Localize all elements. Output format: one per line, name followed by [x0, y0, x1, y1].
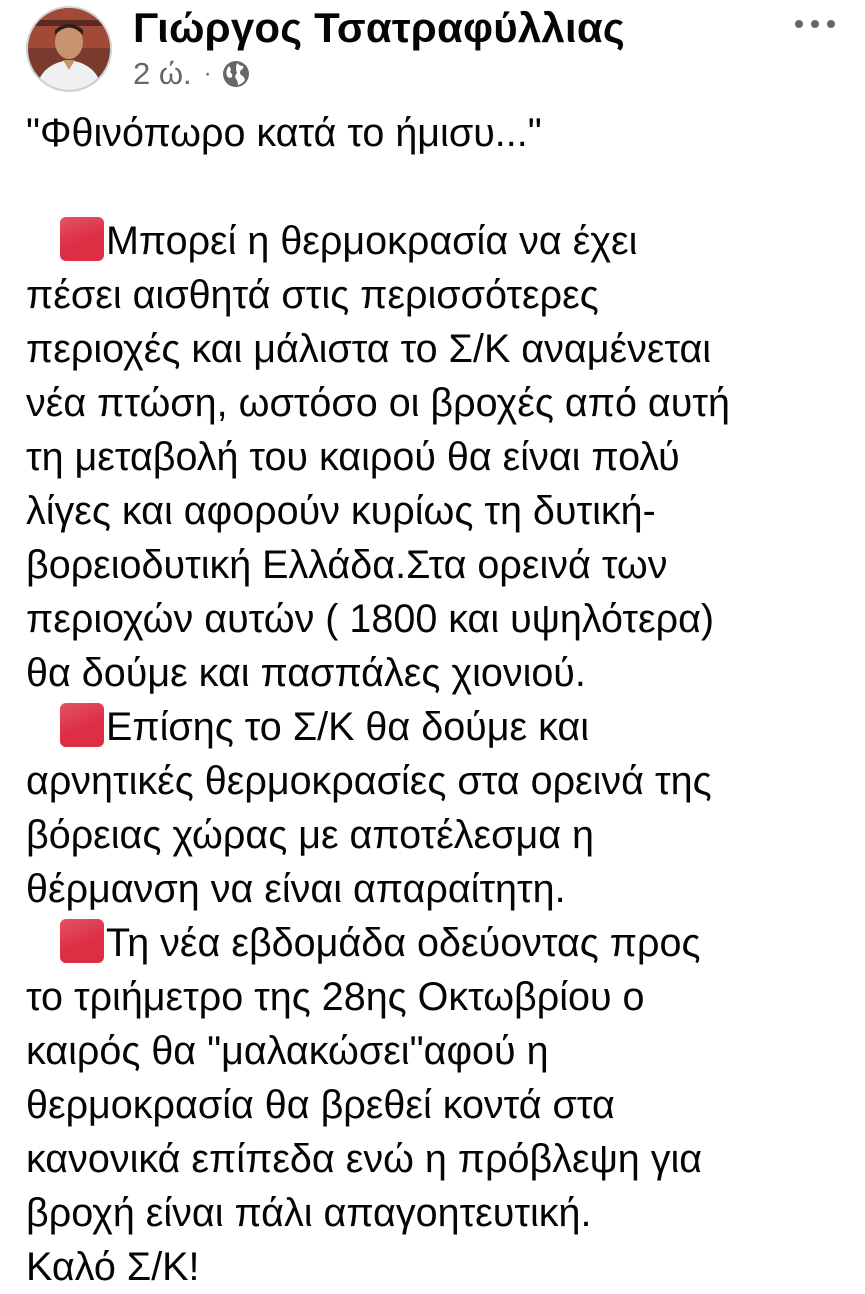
post-meta [133, 56, 250, 92]
red-square-icon [60, 703, 104, 747]
text-line: καιρός θα "μαλακώσει"αφού η [26, 1029, 549, 1073]
paragraph-2-line-1 [26, 700, 865, 754]
text-line: θέρμανση να είναι απαραίτητη. [26, 867, 566, 911]
text-line: το τριήμετρο της 28ης Οκτωβρίου ο [26, 975, 645, 1019]
text-line: πέσει αισθητά στις περισσότερες [26, 273, 599, 317]
globe-icon[interactable] [222, 60, 250, 88]
post-timestamp[interactable]: 2 ώ. [133, 56, 192, 91]
text-line: Τη νέα εβδομάδα οδεύοντας προς [106, 921, 701, 965]
paragraph-3-line-1 [26, 916, 865, 970]
post-text [26, 106, 865, 1294]
more-dot [827, 20, 835, 28]
more-dot [795, 20, 803, 28]
text-line: περιοχών αυτών ( 1800 και υψηλότερα) [26, 597, 715, 641]
blank-line [26, 160, 865, 214]
text-line: βόρειας χώρας με αποτέλεσμα η [26, 813, 594, 857]
paragraph-1-line-1 [26, 214, 865, 268]
post-header [0, 0, 865, 100]
red-square-icon [60, 919, 104, 963]
text-line: τη μεταβολή του καιρού θα είναι πολύ [26, 435, 680, 479]
meta-separator: · [203, 60, 212, 87]
text-line: κανονικά επίπεδα ενώ η πρόβλεψη για [26, 1137, 703, 1181]
avatar-photo [28, 8, 110, 90]
text-line: βορειοδυτική Ελλάδα.Στα ορεινά των [26, 543, 668, 587]
text-line: Επίσης το Σ/Κ θα δούμε και [106, 705, 589, 749]
more-options-icon[interactable] [795, 14, 835, 34]
text-line: Μπορεί η θερμοκρασία να έχει [106, 219, 638, 263]
text-line: περιοχές και μάλιστα το Σ/Κ αναμένεται [26, 327, 712, 371]
author-name[interactable]: Γιώργος Τσατραφύλλιας [133, 4, 625, 51]
text-line: θερμοκρασία θα βρεθεί κοντά στα [26, 1083, 615, 1127]
text-line: βροχή είναι πάλι απαγοητευτική. [26, 1191, 592, 1235]
more-dot [811, 20, 819, 28]
post-title: "Φθινόπωρο κατά το ήμισυ..." [26, 111, 542, 155]
text-line: αρνητικές θερμοκρασίες στα ορεινά της [26, 759, 712, 803]
author-avatar[interactable] [26, 6, 112, 92]
text-line: νέα πτώση, ωστόσο οι βροχές από αυτή [26, 381, 730, 425]
text-line: λίγες και αφορούν κυρίως τη δυτική- [26, 489, 656, 533]
closing-line: Καλό Σ/Κ! [26, 1245, 200, 1289]
red-square-icon [60, 217, 104, 261]
text-line: θα δούμε και πασπάλες χιονιού. [26, 651, 586, 695]
